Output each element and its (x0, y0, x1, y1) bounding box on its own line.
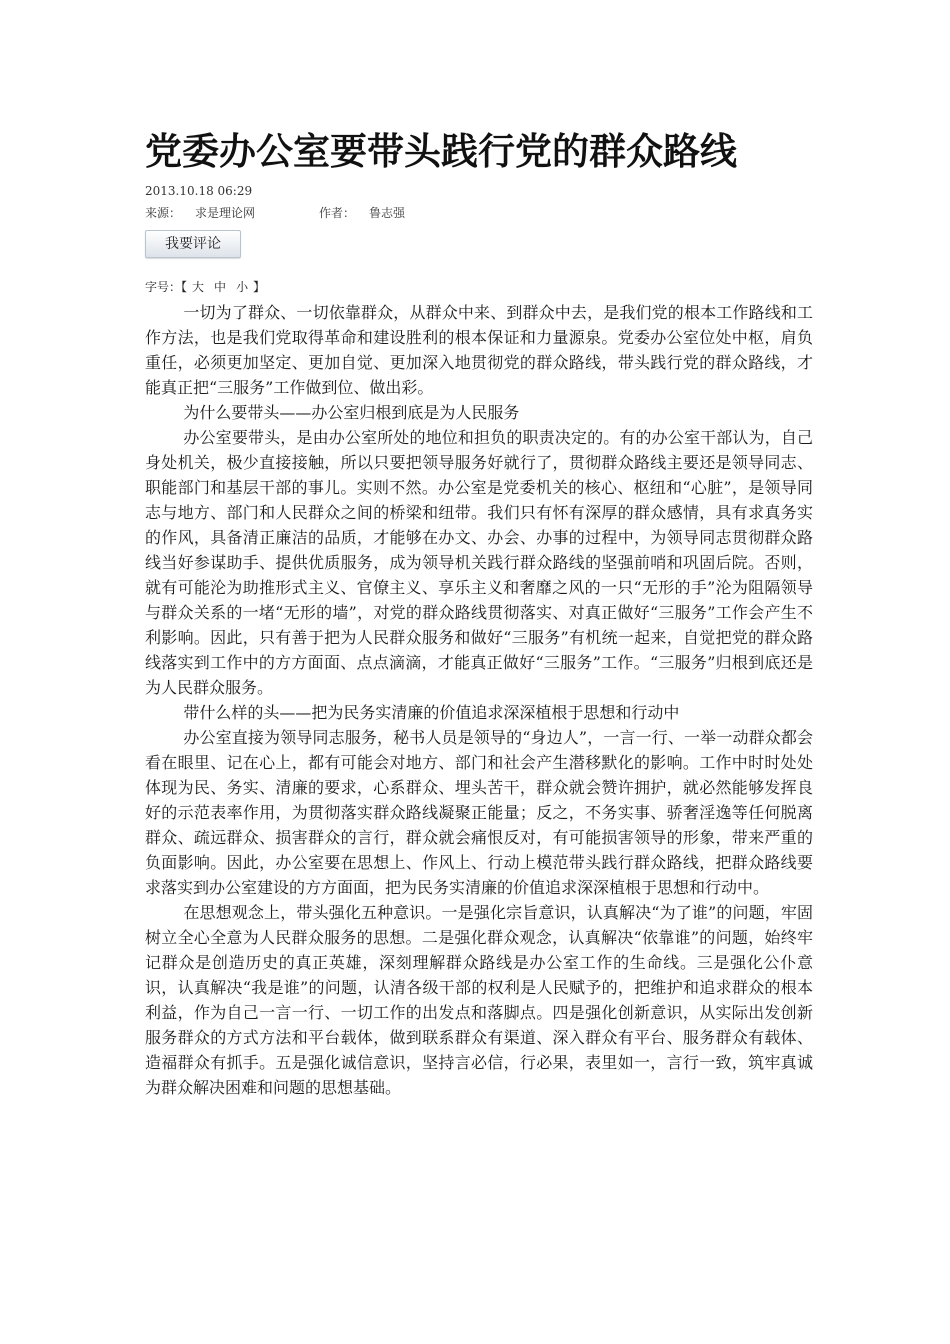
article-title: 党委办公室要带头践行党的群众路线 (145, 130, 737, 173)
article-body (145, 300, 813, 1100)
font-size-medium[interactable]: 中 (214, 280, 227, 294)
source-label: 来源： (145, 206, 182, 220)
font-size-small[interactable]: 小 (236, 280, 249, 294)
source-value: 求是理论网 (195, 206, 256, 220)
font-size-large[interactable]: 大 (192, 280, 205, 294)
article-meta (145, 202, 813, 224)
author-value: 鲁志强 (369, 206, 406, 220)
section-heading-what: 带什么样的头——把为民务实清廉的价值追求深深植根于思想和行动中 (183, 703, 680, 722)
author-label: 作者： (319, 206, 356, 220)
section-heading-why: 为什么要带头——办公室归根到底是为人民服务 (183, 403, 520, 422)
comment-button[interactable]: 我要评论 (145, 230, 241, 258)
font-size-bracket-close: 】 (253, 280, 266, 294)
paragraph-thinking: 在思想观念上，带头强化五种意识。一是强化宗旨意识，认真解决“为了谁”的问题，牢固树立全心全意为人民群众服务的思想。二是强化群众观念，认真解决“依靠谁”的问题，始终牢记群众是创造历史的真正英雄，深刻理解群众路线是办公室工作的生命线。三是强化公仆意识，认真解决“我是谁”的问题，认清各级干部的权利是人民赋予的，把维护和追求群众的根本利益，作为自己一言一行、一切工作的出发点和落脚点。四是强化创新意识，从实际出发创新服务群众的方式方法和平台载体，做到联系群众有渠道、深入群众有平台、服务群众有载体、造福群众有抓手。五是强化诚信意识，坚持言必信，行必果，表里如一，言行一致，筑牢真诚为群众解决困难和问题的思想基础。 (145, 903, 813, 1097)
paragraph-what: 办公室直接为领导同志服务，秘书人员是领导的“身边人”，一言一行、一举一动群众都会看在眼里、记在心上，都有可能会对地方、部门和社会产生潜移默化的影响。工作中时时处处体现为民、务实、清廉的要求，心系群众、埋头苦干，群众就会赞许拥护，就必然能够发挥良好的示范表率作用，为贯彻落实群众路线凝聚正能量；反之，不务实事、骄奢淫逸等任何脱离群众、疏远群众、损害群众的言行，群众就会痛恨反对，有可能损害领导的形象，带来严重的负面影响。因此，办公室要在思想上、作风上、行动上模范带头践行群众路线，把群众路线要求落实到办公室建设的方方面面，把为民务实清廉的价值追求深深植根于思想和行动中。 (145, 728, 813, 897)
article (145, 126, 813, 1100)
paragraph-intro: 一切为了群众、一切依靠群众，从群众中来、到群众中去，是我们党的根本工作路线和工作方法，也是我们党取得革命和建设胜利的根本保证和力量源泉。党委办公室位处中枢，肩负重任，必须更加坚定、更加自觉、更加深入地贯彻党的群众路线，带头践行党的群众路线，才能真正把“三服务”工作做到位、做出彩。 (145, 303, 813, 397)
font-size-bracket-open: 【 (181, 280, 188, 294)
font-size-selector (145, 276, 813, 298)
article-datetime: 2013.10.18 06:29 (145, 184, 253, 198)
font-size-label: 字号： (145, 280, 182, 294)
paragraph-why: 办公室要带头，是由办公室所处的地位和担负的职责决定的。有的办公室干部认为，自己身处机关，极少直接接触，所以只要把领导服务好就行了，贯彻群众路线主要还是领导同志、职能部门和基层干部的事儿。实则不然。办公室是党委机关的核心、枢纽和“心脏”，是领导同志与地方、部门和人民群众之间的桥梁和纽带。我们只有怀有深厚的群众感情，具有求真务实的作风，具备清正廉洁的品质，才能够在办文、办会、办事的过程中，为领导同志贯彻群众路线当好参谋助手、提供优质服务，成为领导机关践行群众路线的坚强前哨和巩固后院。否则，就有可能沦为助推形式主义、官僚主义、享乐主义和奢靡之风的一只“无形的手”沦为阻隔领导与群众关系的一堵“无形的墙”，对党的群众路线贯彻落实、对真正做好“三服务”工作会产生不利影响。因此，只有善于把为人民群众服务和做好“三服务”有机统一起来，自觉把党的群众路线落实到工作中的方方面面、点点滴滴，才能真正做好“三服务”工作。“三服务”归根到底还是为人民群众服务。 (145, 428, 813, 697)
